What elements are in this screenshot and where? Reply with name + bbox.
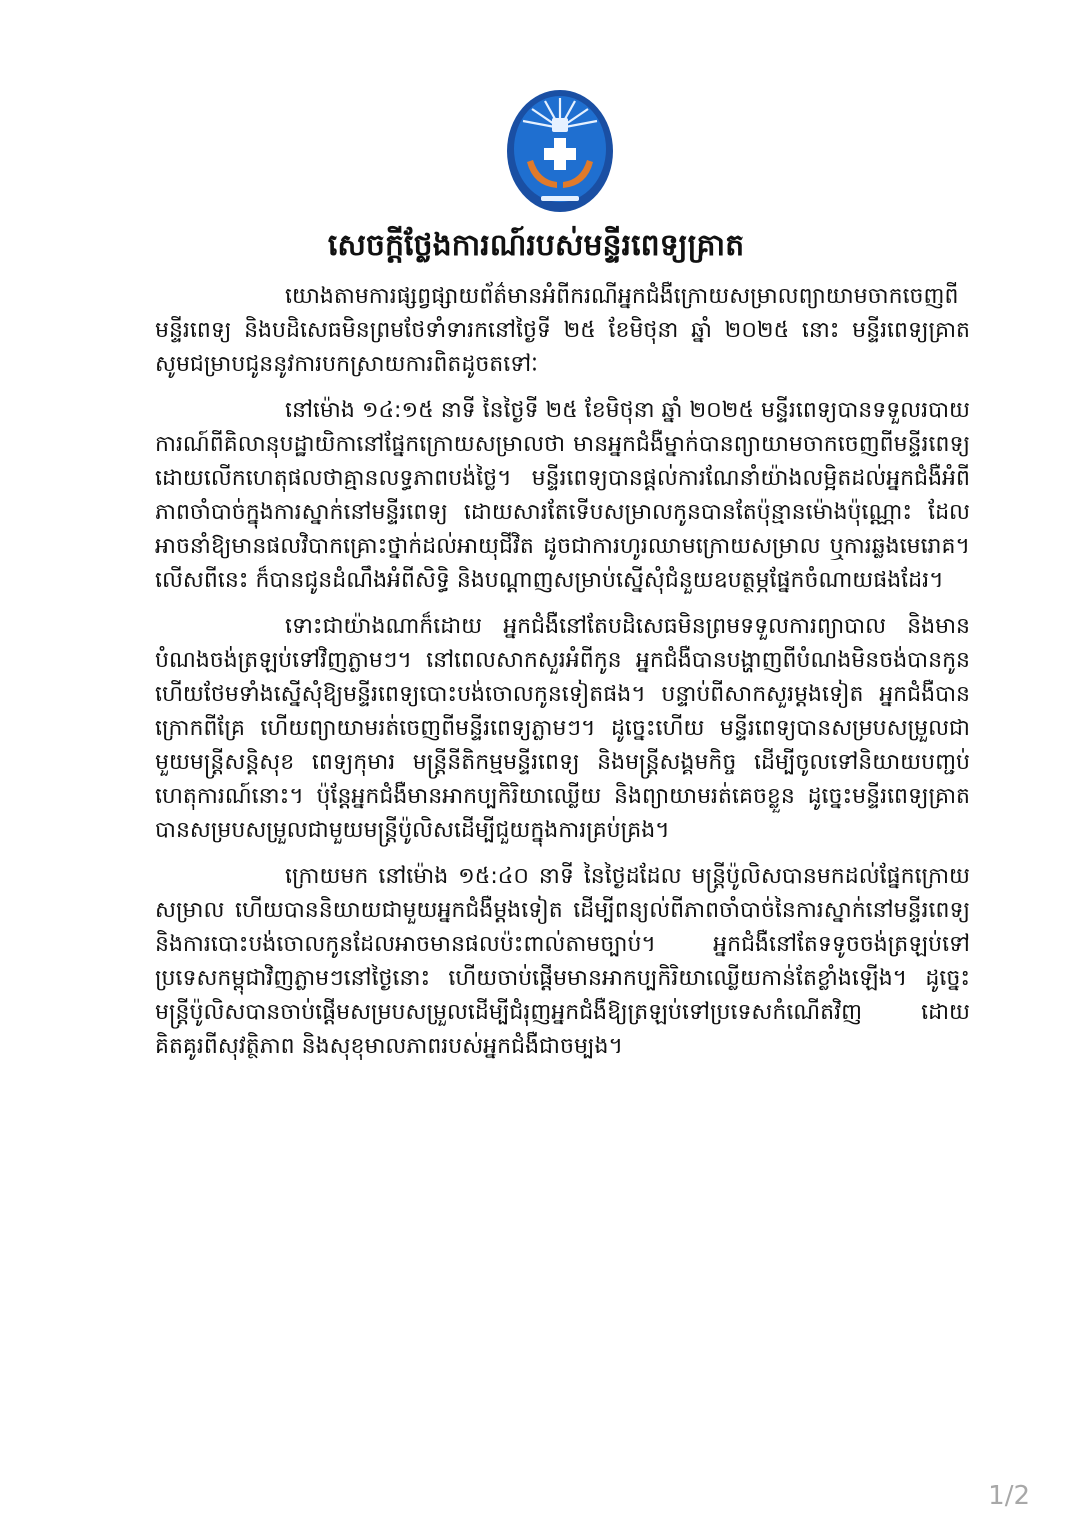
statement-body [155, 280, 970, 1076]
paragraph-incident: នៅម៉ោង ១៤:១៥ នាទី នៃថ្ងៃទី ២៥ ខែមិថុនា ឆ្នាំ ២០២៥ មន្ទីរពេទ្យបានទទួលរបាយការណ៍ពីគិលានុបដ្ឋាយិកានៅផ្នែកក្រោយសម្រាលថា មានអ្នកជំងឺម្នាក់បានព្យាយាមចាកចេញពីមន្ទីរពេទ្យដោយលើកហេតុផលថាគ្មានលទ្ធភាពបង់ថ្លៃ។ មន្ទីរពេទ្យបានផ្ដល់ការណែនាំយ៉ាងលម្អិតដល់អ្នកជំងឺអំពីភាពចាំបាច់ក្នុងការស្នាក់នៅមន្ទីរពេទ្យ ដោយសារតែទើបសម្រាលកូនបានតែប៉ុន្មានម៉ោងប៉ុណ្ណោះ ដែលអាចនាំឱ្យមានផលវិបាកគ្រោះថ្នាក់ដល់អាយុជីវិត ដូចជាការហូរឈាមក្រោយសម្រាល ឬការឆ្លងមេរោគ។ លើសពីនេះ ក៏បានជូនដំណឹងអំពីសិទ្ធិ និងបណ្ដាញសម្រាប់ស្នើសុំជំនួយឧបត្ថម្ភផ្នែកចំណាយផងដែរ។ [155, 398, 970, 593]
paragraph-intro: យោងតាមការផ្សព្វផ្សាយព័ត៌មានអំពីករណីអ្នកជំងឺក្រោយសម្រាលព្យាយាមចាកចេញពីមន្ទីរពេទ្យ និងបដិសេធមិនព្រមថែទាំទារកនៅថ្ងៃទី ២៥ ខែមិថុនា ឆ្នាំ ២០២៥ នោះ មន្ទីរពេទ្យគ្រាត សូមជម្រាបជូននូវការបកស្រាយការពិតដូចតទៅៈ [155, 284, 970, 377]
document-title: សេចក្ដីថ្លែងការណ៍របស់មន្ទីរពេទ្យគ្រាត [327, 228, 745, 263]
hospital-logo-icon [505, 88, 615, 214]
paragraph-refusal: ទោះជាយ៉ាងណាក៏ដោយ អ្នកជំងឺនៅតែបដិសេធមិនព្រមទទួលការព្យាបាល និងមានបំណងចង់ត្រឡប់ទៅវិញភ្លាមៗ។ នៅពេលសាកសួរអំពីកូន អ្នកជំងឺបានបង្ហាញពីបំណងមិនចង់បានកូន ហើយថែមទាំងស្នើសុំឱ្យមន្ទីរពេទ្យបោះបង់ចោលកូនទៀតផង។ បន្ទាប់ពីសាកសួរម្ដងទៀត អ្នកជំងឺបានក្រោកពីគ្រែ ហើយព្យាយាមរត់ចេញពីមន្ទីរពេទ្យភ្លាមៗ។ ដូច្នេះហើយ មន្ទីរពេទ្យបានសម្របសម្រួលជាមួយមន្ត្រីសន្តិសុខ ពេទ្យកុមារ មន្ត្រីនីតិកម្មមន្ទីរពេទ្យ និងមន្ត្រីសង្គមកិច្ច ដើម្បីចូលទៅនិយាយបញ្ជប់ហេតុការណ៍នោះ។ ប៉ុន្តែអ្នកជំងឺមានអាកប្បកិរិយាឈ្លើយ និងព្យាយាមរត់គេចខ្លួន ដូច្នេះមន្ទីរពេទ្យគ្រាតបានសម្របសម្រួលជាមួយមន្ត្រីប៉ូលិសដើម្បីជួយក្នុងការគ្រប់គ្រង។ [155, 614, 970, 843]
paragraph-police: ក្រោយមក នៅម៉ោង ១៥:៤០ នាទី នៃថ្ងៃដដែល មន្ត្រីប៉ូលិសបានមកដល់ផ្នែកក្រោយសម្រាល ហើយបាននិយាយជាមួយអ្នកជំងឺម្ដងទៀត ដើម្បីពន្យល់ពីភាពចាំបាច់នៃការស្នាក់នៅមន្ទីរពេទ្យ និងការបោះបង់ចោលកូនដែលអាចមានផលប៉ះពាល់តាមច្បាប់។ អ្នកជំងឺនៅតែទទូចចង់ត្រឡប់ទៅប្រទេសកម្ពុជាវិញភ្លាមៗនៅថ្ងៃនោះ ហើយចាប់ផ្ដើមមានអាកប្បកិរិយាឈ្លើយកាន់តែខ្លាំងឡើង។ ដូច្នេះមន្ត្រីប៉ូលិសបានចាប់ផ្ដើមសម្របសម្រួលដើម្បីជំរុញអ្នកជំងឺឱ្យត្រឡប់ទៅប្រទេសកំណើតវិញ ដោយគិតគូរពីសុវត្ថិភាព និងសុខុមាលភាពរបស់អ្នកជំងឺជាចម្បង។ [155, 864, 970, 1059]
page-indicator: 1/2 [988, 1481, 1030, 1511]
